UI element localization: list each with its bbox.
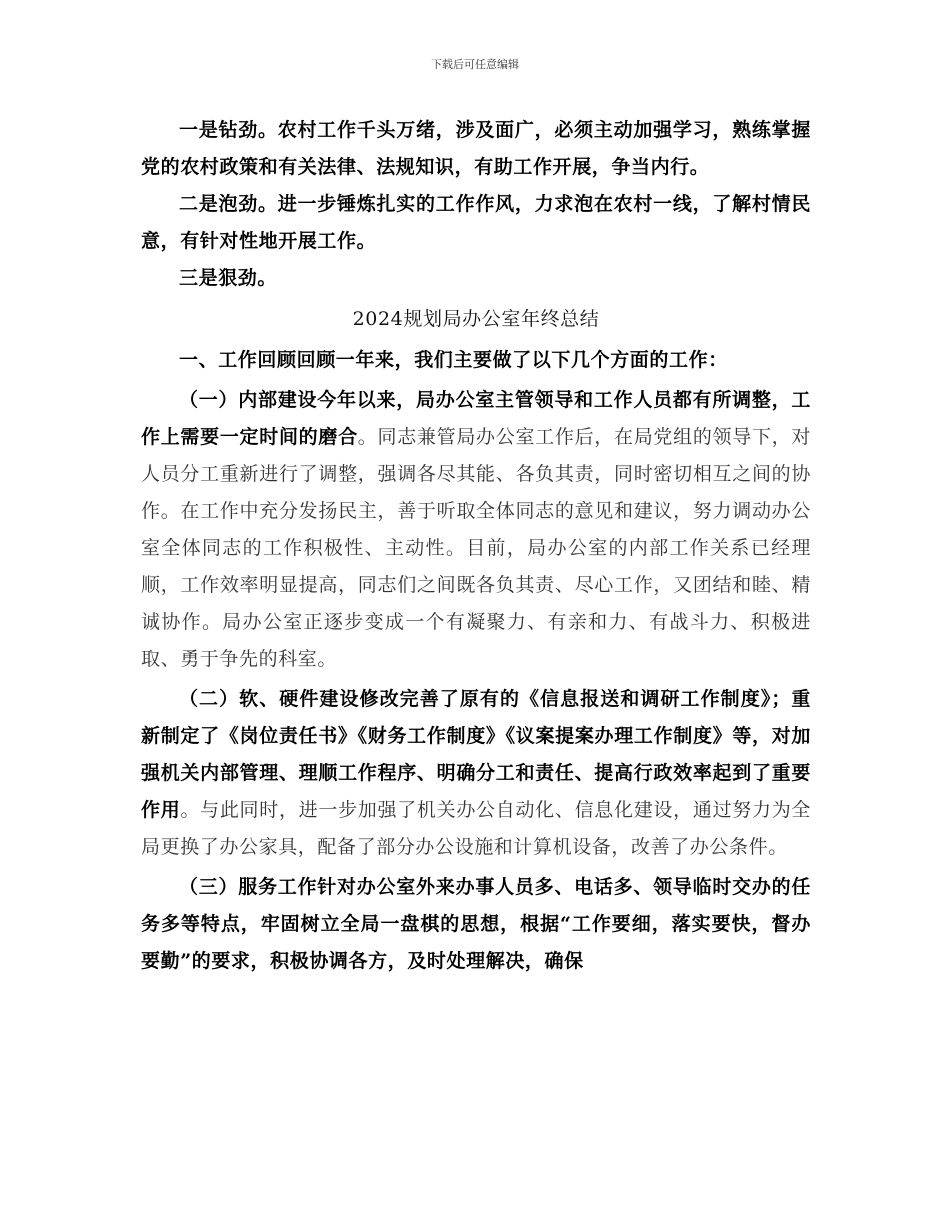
page-header: 下载后可任意编辑 — [431, 58, 519, 71]
paragraph-service-work — [141, 869, 811, 980]
paragraph-infrastructure-body: 。与此同时，进一步加强了机关办公自动化、信息化建设，通过努力为全局更换了办公家具，配备了部分办公设施和计算机设备，改善了办公条件。 — [141, 799, 811, 858]
paragraph-one: 一是钻劲。农村工作千头万绪，涉及面广，必须主动加强学习，熟练掌握党的农村政策和有关法律、法规知识，有助工作开展，争当内行。 — [141, 119, 811, 178]
section-heading: 一、工作回顾回顾一年来，我们主要做了以下几个方面的工作： — [179, 349, 728, 371]
paragraph-service-work-lead: （三）服务工作针对办公室外来办事人员多、电话多、领导临时交办的任务多等特点，牢固树立全局一盘棋的思想，根据“工作要细，落实要快，督办要勤”的要求，积极协调各方，及时处理解决，确保 — [141, 876, 811, 972]
paragraph-two: 二是泡劲。进一步锤炼扎实的工作作风，力求泡在农村一线，了解村情民意，有针对性地开展工作。 — [141, 193, 811, 252]
document-body — [141, 112, 811, 980]
paragraph-infrastructure-lead: （二）软、硬件建设修改完善了原有的《信息报送和调研工作制度》；重新制定了《岗位责任书》《财务工作制度》《议案提案办理工作制度》等，对加强机关内部管理、理顺工作程序、明确分工和责任、提高行政效率起到了重要作用 — [141, 688, 811, 821]
paragraph-internal-construction-lead: （一）内部建设今年以来，局办公室主管领导和工作人员都有所调整，工作上需要一定时间的磨合 — [141, 389, 811, 448]
paragraph-internal-construction-body: 。同志兼管局办公室工作后，在局党组的领导下，对人员分工重新进行了调整，强调各尽其能、各负其责，同时密切相互之间的协作。在工作中充分发扬民主，善于听取全体同志的意见和建议，努力调动办公室全体同志的工作积极性、主动性。目前，局办公室的内部工作关系已经理顺，工作效率明显提高，同志们之间既各负其责、尽心工作，又团结和睦、精诚协作。局办公室正逐步变成一个有凝聚力、有亲和力、有战斗力、积极进取、勇于争先的科室。 — [141, 426, 811, 670]
document-title: 2024规划局办公室年终总结 — [352, 308, 600, 330]
paragraph-three: 三是狠劲。 — [179, 267, 278, 289]
paragraph-internal-construction — [141, 382, 811, 678]
paragraph-infrastructure — [141, 681, 811, 866]
